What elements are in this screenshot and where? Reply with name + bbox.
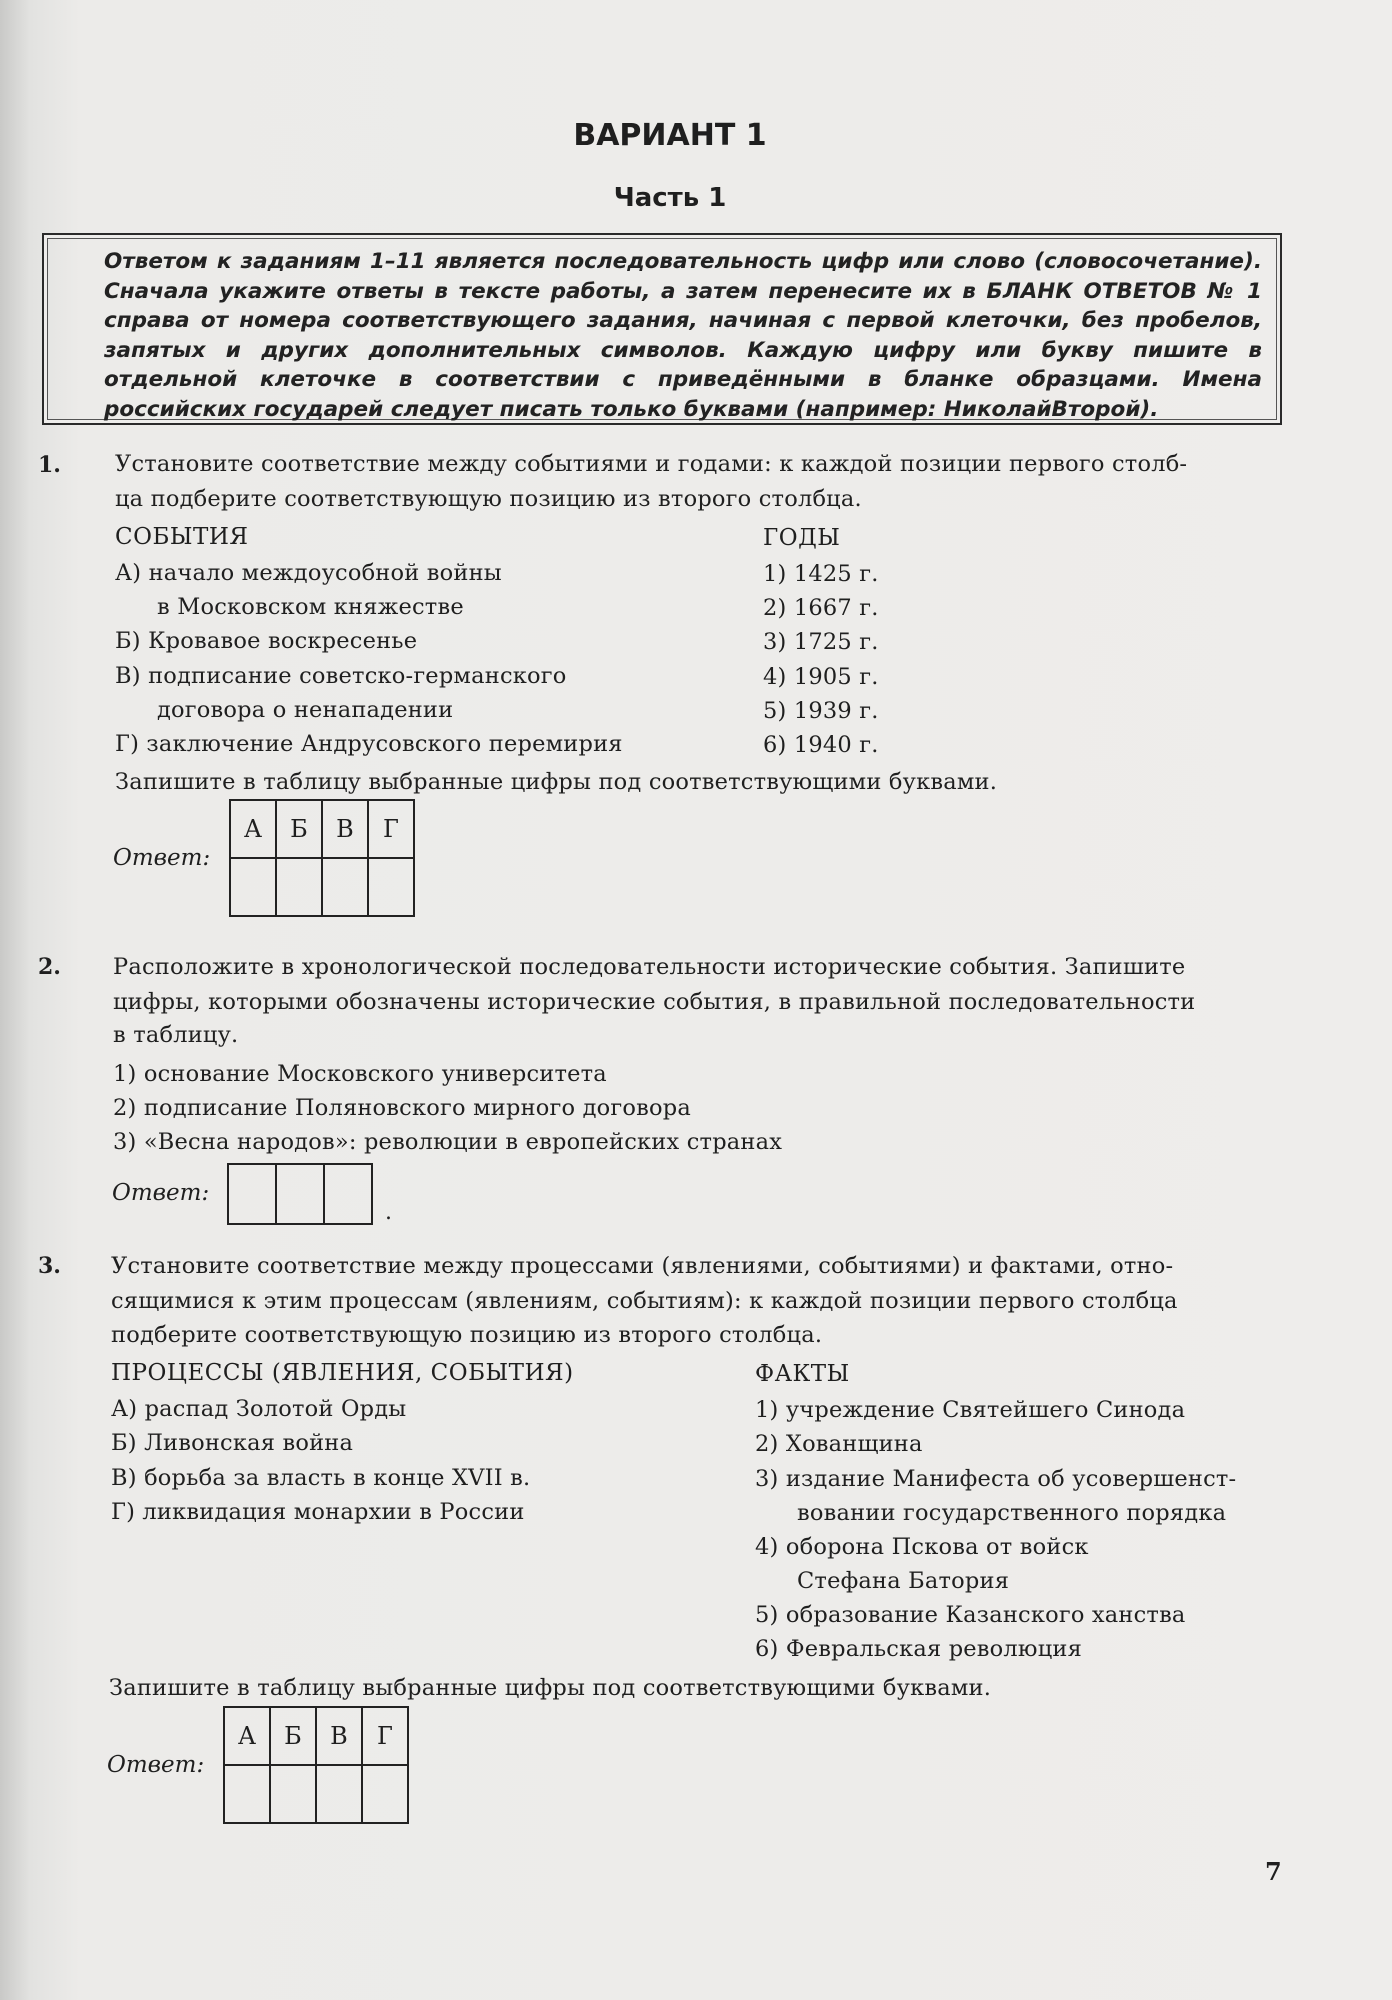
q3-answer-table bbox=[223, 1706, 409, 1824]
q3-fact: 2) Хованщина bbox=[755, 1431, 923, 1457]
q1-event: Г) заключение Андрусовского перемирия bbox=[115, 731, 623, 757]
q2-number: 2. bbox=[38, 954, 61, 980]
q2-answer-label: Ответ: bbox=[112, 1180, 210, 1206]
q3-col-header: А bbox=[224, 1707, 270, 1765]
q2-item: 3) «Весна народов»: революции в европейских странах bbox=[113, 1129, 783, 1155]
q1-answer-table bbox=[229, 799, 415, 917]
q1-year: 5) 1939 г. bbox=[763, 698, 879, 724]
q3-answer-cell[interactable] bbox=[362, 1765, 408, 1823]
variant-title: ВАРИАНТ 1 bbox=[573, 118, 767, 153]
q3-text-line: сящимися к этим процессам (явлениям, событиям): к каждой позиции первого столбца bbox=[111, 1288, 1178, 1314]
q1-event: В) подписание советско-германского bbox=[115, 663, 567, 689]
q2-item: 2) подписание Поляновского мирного договора bbox=[113, 1095, 691, 1121]
q1-year: 3) 1725 г. bbox=[763, 629, 879, 655]
q1-year: 2) 1667 г. bbox=[763, 595, 879, 621]
q1-event: А) начало междоусобной войны bbox=[115, 560, 502, 586]
q3-fact: 6) Февральская революция bbox=[755, 1636, 1082, 1662]
q3-instruction: Запишите в таблицу выбранные цифры под соответствующими буквами. bbox=[109, 1675, 992, 1701]
q2-trailing-dot: . bbox=[385, 1200, 392, 1225]
part-title: Часть 1 bbox=[613, 183, 727, 213]
q1-text-line: ца подберите соответствующую позицию из второго столбца. bbox=[115, 486, 862, 512]
q3-text-line: Установите соответствие между процессами (явлениями, событиями) и фактами, отно- bbox=[111, 1253, 1174, 1279]
q3-answer-cell[interactable] bbox=[270, 1765, 316, 1823]
q1-answer-cell[interactable] bbox=[276, 858, 322, 916]
q1-event: в Московском княжестве bbox=[157, 594, 464, 620]
q1-col-header: В bbox=[322, 800, 368, 858]
q3-process: А) распад Золотой Орды bbox=[111, 1396, 407, 1422]
q3-process: Г) ликвидация монархии в России bbox=[111, 1499, 525, 1525]
q3-fact: Стефана Батория bbox=[797, 1568, 1010, 1594]
q3-col-header: Г bbox=[362, 1707, 408, 1765]
q2-text-line: цифры, которыми обозначены исторические события, в правильной последовательности bbox=[113, 989, 1196, 1015]
q3-answer-cell[interactable] bbox=[316, 1765, 362, 1823]
q1-text-line: Установите соответствие между событиями и годами: к каждой позиции первого столб- bbox=[115, 451, 1188, 477]
q1-event: договора о ненападении bbox=[157, 697, 454, 723]
q3-process: Б) Ливонская война bbox=[111, 1430, 354, 1456]
q1-number: 1. bbox=[38, 452, 61, 478]
q1-instruction: Запишите в таблицу выбранные цифры под соответствующими буквами. bbox=[115, 769, 998, 795]
q1-answer-cell[interactable] bbox=[322, 858, 368, 916]
q1-event: Б) Кровавое воскресенье bbox=[115, 628, 418, 654]
q1-year: 6) 1940 г. bbox=[763, 732, 879, 758]
q3-right-heading: ФАКТЫ bbox=[755, 1361, 850, 1387]
q3-col-header: В bbox=[316, 1707, 362, 1765]
instructions-box: Ответом к заданиям 1–11 является последовательность цифр или слово (словосочетание). Сначала укажите ответы в тексте работы, а затем перенесите их в БЛАНК ОТВЕТОВ № 1 справа от номера соответствующего задания, начиная с первой клеточки, без пробелов, запятых и других дополнительных символов. Каждую цифру или букву пишите в отдельной клеточке в соответствии с приведёнными в бланке образцами. Имена российских государей следует писать только буквами (например: НиколайВторой). bbox=[42, 233, 1282, 425]
q1-answer-cell[interactable] bbox=[368, 858, 414, 916]
q3-left-heading: ПРОЦЕССЫ (ЯВЛЕНИЯ, СОБЫТИЯ) bbox=[111, 1360, 574, 1386]
q2-answer-cell[interactable] bbox=[228, 1164, 276, 1224]
q1-answer-cell[interactable] bbox=[230, 858, 276, 916]
q1-left-heading: СОБЫТИЯ bbox=[115, 524, 249, 550]
q3-answer-cell[interactable] bbox=[224, 1765, 270, 1823]
q1-col-header: Г bbox=[368, 800, 414, 858]
page-number: 7 bbox=[1265, 1857, 1282, 1886]
q3-number: 3. bbox=[38, 1253, 61, 1279]
q2-answer-table bbox=[227, 1163, 373, 1225]
q3-fact: 4) оборона Пскова от войск bbox=[755, 1534, 1089, 1560]
q1-answer-label: Ответ: bbox=[113, 845, 211, 871]
q3-fact: 1) учреждение Святейшего Синода bbox=[755, 1397, 1186, 1423]
q3-fact: вовании государственного порядка bbox=[797, 1500, 1227, 1526]
q2-text-line: в таблицу. bbox=[113, 1022, 239, 1048]
q3-col-header: Б bbox=[270, 1707, 316, 1765]
q2-answer-cell[interactable] bbox=[276, 1164, 324, 1224]
q3-process: В) борьба за власть в конце XVII в. bbox=[111, 1465, 531, 1491]
q1-right-heading: ГОДЫ bbox=[763, 525, 841, 551]
q1-year: 4) 1905 г. bbox=[763, 664, 879, 690]
q3-fact: 3) издание Манифеста об усовершенст- bbox=[755, 1466, 1237, 1492]
q1-year: 1) 1425 г. bbox=[763, 561, 879, 587]
q2-item: 1) основание Московского университета bbox=[113, 1061, 607, 1087]
q3-answer-label: Ответ: bbox=[107, 1752, 205, 1778]
q2-answer-cell[interactable] bbox=[324, 1164, 372, 1224]
q3-text-line: подберите соответствующую позицию из второго столбца. bbox=[111, 1322, 823, 1348]
q2-text-line: Расположите в хронологической последовательности исторические события. Запишите bbox=[113, 954, 1186, 980]
q1-col-header: А bbox=[230, 800, 276, 858]
q3-fact: 5) образование Казанского ханства bbox=[755, 1602, 1186, 1628]
q1-col-header: Б bbox=[276, 800, 322, 858]
